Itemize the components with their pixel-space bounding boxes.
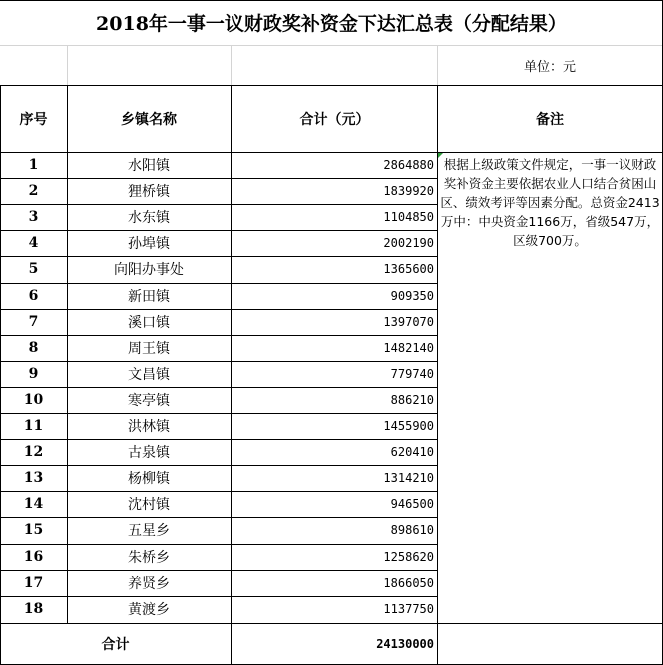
table-row: [0, 518, 438, 542]
header-index: 序号: [19, 112, 48, 128]
row-index: 16: [23, 549, 44, 565]
row-divider: [67, 335, 231, 336]
row-amount: 1482140: [383, 341, 434, 355]
row-town-name: 黄渡乡: [128, 602, 170, 618]
row-divider: [231, 230, 438, 231]
row-divider: [0, 491, 67, 492]
table-title: 2018年一事一议财政奖补资金下达汇总表（分配结果）: [96, 13, 567, 35]
row-amount: 1455900: [383, 419, 434, 433]
row-amount: 886210: [390, 393, 434, 407]
row-divider: [67, 256, 231, 257]
row-divider: [0, 517, 67, 518]
row-divider: [0, 465, 67, 466]
row-divider: [231, 178, 438, 179]
row-amount: 2002190: [383, 236, 434, 250]
row-town-name: 沈村镇: [128, 497, 170, 513]
table-row: [0, 153, 438, 177]
row-divider: [67, 283, 231, 284]
row-index: 1: [28, 157, 39, 173]
table-row: [0, 179, 438, 203]
row-amount: 898610: [390, 523, 434, 537]
table-row: [0, 571, 438, 595]
table-row: [0, 440, 438, 464]
row-divider: [231, 361, 438, 362]
row-index: 13: [23, 470, 44, 486]
row-divider: [231, 387, 438, 388]
row-town-name: 朱桥乡: [128, 550, 170, 566]
row-town-name: 周王镇: [128, 341, 170, 357]
row-index: 3: [28, 209, 39, 225]
row-town-name: 寒亭镇: [128, 393, 170, 409]
row-town-name: 水东镇: [128, 210, 170, 226]
row-amount: 1258620: [383, 550, 434, 564]
row-index: 11: [23, 418, 44, 434]
grid-line: [67, 46, 68, 85]
row-index: 9: [28, 366, 39, 382]
row-divider: [231, 413, 438, 414]
row-divider: [67, 230, 231, 231]
row-amount: 1365600: [383, 262, 434, 276]
row-divider: [0, 596, 67, 597]
row-amount: 1397070: [383, 315, 434, 329]
table-row: [0, 284, 438, 308]
row-town-name: 溪口镇: [128, 315, 170, 331]
row-amount: 1104850: [383, 210, 434, 224]
row-amount: 2864880: [383, 158, 434, 172]
row-amount: 1314210: [383, 471, 434, 485]
row-index: 5: [28, 261, 39, 277]
row-town-name: 杨柳镇: [128, 471, 170, 487]
row-index: 17: [23, 575, 44, 591]
table-row: [0, 205, 438, 229]
row-divider: [67, 413, 231, 414]
row-divider: [0, 256, 67, 257]
row-divider: [0, 283, 67, 284]
row-index: 8: [28, 340, 39, 356]
row-town-name: 养贤乡: [128, 576, 170, 592]
total-label: 合计: [101, 637, 130, 653]
row-divider: [231, 465, 438, 466]
row-amount: 1839920: [383, 184, 434, 198]
row-town-name: 五星乡: [128, 523, 170, 539]
table-row: [0, 414, 438, 438]
row-divider: [0, 309, 67, 310]
table-row: [0, 257, 438, 281]
row-divider: [67, 596, 231, 597]
total-amount: 24130000: [376, 637, 434, 651]
table-row: [0, 545, 438, 569]
row-divider: [0, 544, 67, 545]
row-index: 7: [28, 314, 39, 330]
row-town-name: 水阳镇: [128, 158, 170, 174]
row-amount: 909350: [390, 289, 434, 303]
remark-text: 根据上级政策文件规定，一事一议财政奖补资金主要依据农业人口结合贫困山区、绩效考评等因素分配。总资金2413万中：中央资金1166万，省级547万，区级700万。: [440, 157, 660, 248]
table-row: [0, 597, 438, 621]
row-index: 2: [28, 183, 39, 199]
row-divider: [231, 544, 438, 545]
row-index: 15: [23, 522, 44, 538]
row-divider: [231, 517, 438, 518]
row-divider: [231, 335, 438, 336]
row-town-name: 向阳办事处: [114, 262, 184, 278]
row-index: 4: [28, 235, 39, 251]
row-divider: [231, 570, 438, 571]
table-row: [0, 310, 438, 334]
row-divider: [67, 361, 231, 362]
row-divider: [231, 283, 438, 284]
row-divider: [67, 309, 231, 310]
row-amount: 779740: [390, 367, 434, 381]
row-divider: [0, 439, 67, 440]
row-amount: 1137750: [383, 602, 434, 616]
row-divider: [0, 230, 67, 231]
unit-label: 单位：元: [523, 59, 576, 75]
row-index: 14: [23, 496, 44, 512]
header-remark: 备注: [536, 112, 564, 128]
table-row: [0, 466, 438, 490]
row-town-name: 狸桥镇: [128, 184, 170, 200]
row-divider: [0, 413, 67, 414]
table-row: [0, 388, 438, 412]
row-divider: [231, 256, 438, 257]
row-divider: [0, 204, 67, 205]
row-index: 10: [23, 392, 44, 408]
row-divider: [231, 491, 438, 492]
row-town-name: 洪林镇: [128, 419, 170, 435]
table-row: [0, 336, 438, 360]
row-divider: [0, 570, 67, 571]
row-town-name: 孙埠镇: [128, 236, 170, 252]
row-divider: [0, 178, 67, 179]
row-divider: [67, 439, 231, 440]
row-index: 12: [23, 444, 44, 460]
top-border: [0, 0, 663, 1]
row-divider: [67, 465, 231, 466]
row-amount: 620410: [390, 445, 434, 459]
row-divider: [67, 570, 231, 571]
grid-line: [231, 46, 232, 85]
table-row: [0, 231, 438, 255]
row-town-name: 新田镇: [128, 289, 170, 305]
row-divider: [0, 387, 67, 388]
row-divider: [67, 387, 231, 388]
table-row: [0, 492, 438, 516]
row-amount: 946500: [390, 497, 434, 511]
row-town-name: 古泉镇: [128, 445, 170, 461]
row-divider: [0, 335, 67, 336]
row-divider: [67, 178, 231, 179]
row-divider: [67, 204, 231, 205]
row-divider: [231, 596, 438, 597]
row-divider: [67, 517, 231, 518]
row-town-name: 文昌镇: [128, 367, 170, 383]
row-divider: [0, 361, 67, 362]
row-divider: [231, 439, 438, 440]
row-index: 6: [28, 288, 39, 304]
header-amount: 合计（元）: [299, 112, 370, 128]
row-divider: [67, 544, 231, 545]
row-divider: [231, 309, 438, 310]
row-divider: [231, 204, 438, 205]
table-row: [0, 362, 438, 386]
row-index: 18: [23, 601, 44, 617]
row-amount: 1866050: [383, 576, 434, 590]
row-divider: [67, 491, 231, 492]
header-town: 乡镇名称: [121, 112, 177, 128]
